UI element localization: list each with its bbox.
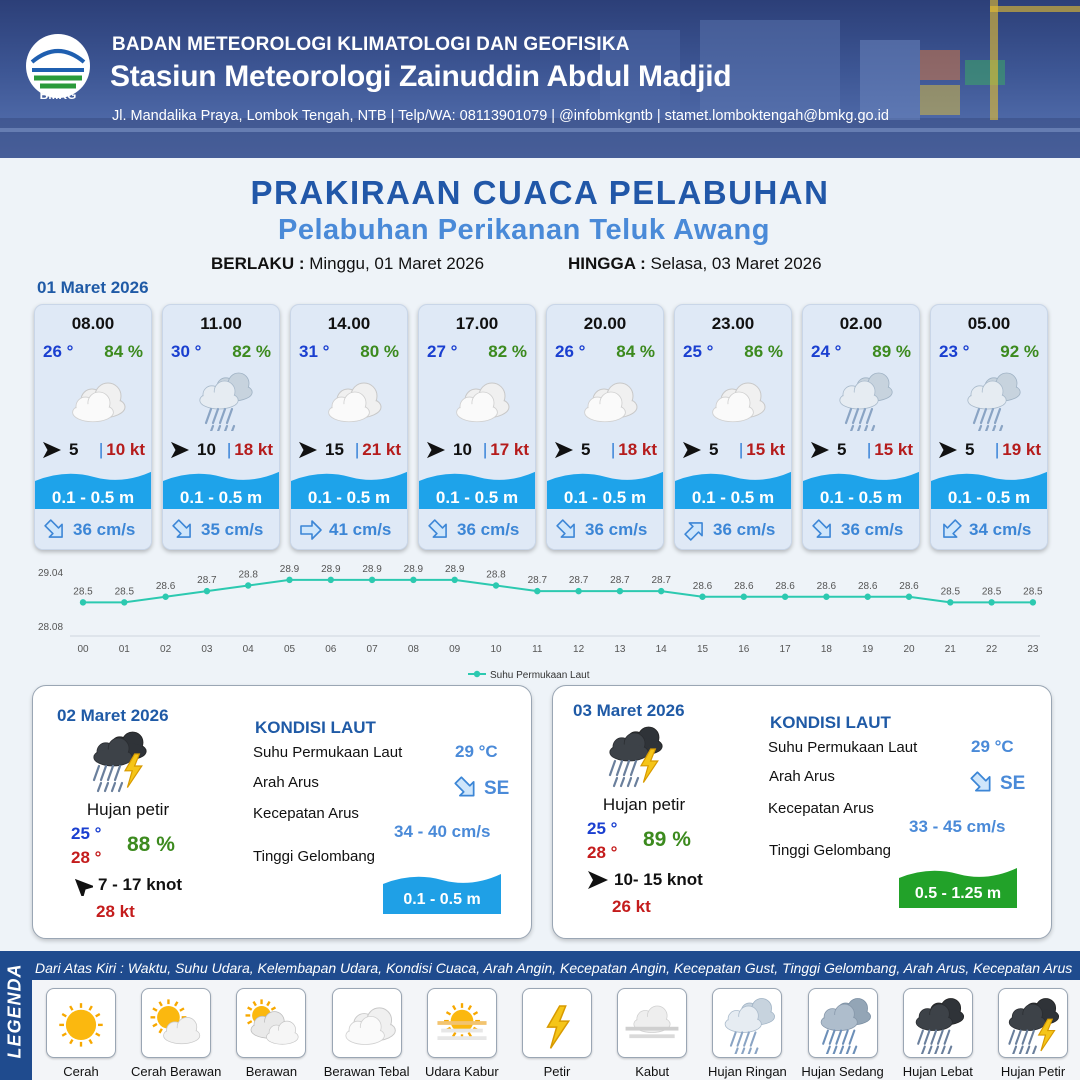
data-point — [782, 594, 788, 600]
card-gust-value: 18 kt — [618, 440, 657, 459]
day2-gust: 28 kt — [96, 902, 135, 921]
data-point — [617, 588, 623, 594]
card-wave-height: 0.1 - 0.5 m — [563, 488, 647, 507]
card-wind-speed: 10 — [197, 440, 216, 459]
card-temperature: 23 ° — [939, 342, 970, 361]
day2-current-dir-label: Arah Arus — [253, 774, 319, 791]
x-tick-label: 18 — [820, 644, 832, 655]
data-point — [410, 577, 416, 583]
day2-sea-heading: KONDISI LAUT — [255, 718, 376, 737]
thunderstorm-icon — [599, 721, 681, 793]
valid-from-label: BERLAKU : — [211, 254, 305, 273]
data-point — [865, 594, 871, 600]
card-gust: | 17 kt — [482, 440, 529, 459]
card-wave-height: 0.1 - 0.5 m — [819, 488, 903, 507]
card-gust: | 10 kt — [98, 440, 145, 459]
thunderstorm-icon — [83, 726, 165, 798]
card-wave-height: 0.1 - 0.5 m — [947, 488, 1031, 507]
wind-direction-arrow-icon — [41, 441, 63, 459]
day3-date: 03 Maret 2026 — [573, 701, 685, 720]
card-time: 08.00 — [71, 314, 115, 333]
data-label: 28.5 — [940, 586, 961, 598]
card-current-speed: 36 cm/s — [713, 520, 776, 539]
card-wave-height: 0.1 - 0.5 m — [691, 488, 775, 507]
card-humidity: 86 % — [744, 342, 783, 361]
card-current-speed: 41 cm/s — [329, 520, 392, 539]
card-current-speed: 36 cm/s — [841, 520, 904, 539]
forecast-card-0200 — [802, 304, 920, 550]
day2-date: 02 Maret 2026 — [57, 706, 169, 725]
forecast-card-1400 — [290, 304, 408, 550]
legend-title: LEGENDA — [4, 963, 25, 1059]
berawan-tebal-icon — [333, 992, 401, 1054]
data-point — [947, 599, 953, 605]
card-wave-height: 0.1 - 0.5 m — [51, 488, 135, 507]
legend-series-name: Suhu Permukaan Laut — [490, 670, 590, 681]
day3-condition: Hujan petir — [602, 795, 686, 814]
valid-from-value: Minggu, 01 Maret 2026 — [309, 254, 485, 273]
card-humidity: 82 % — [232, 342, 271, 361]
card-humidity: 84 % — [616, 342, 655, 361]
data-label: 28.7 — [197, 575, 217, 587]
day2-max-temp: 28 ° — [71, 848, 102, 867]
data-label: 28.5 — [981, 586, 1002, 598]
card-current-speed: 36 cm/s — [457, 520, 520, 539]
card-humidity: 80 % — [360, 342, 399, 361]
legend-label: Hujan Lebat — [902, 1064, 973, 1079]
forecast-card-2000 — [546, 304, 664, 550]
data-label: 28.7 — [568, 575, 589, 587]
x-tick-label: 03 — [201, 644, 213, 655]
valid-to-value: Selasa, 03 Maret 2026 — [650, 254, 822, 273]
card-gust: | 15 kt — [866, 440, 913, 459]
legend-label: Udara Kabur — [424, 1064, 499, 1079]
current-direction-arrow-icon — [453, 776, 479, 800]
legend-label: Cerah Berawan — [131, 1064, 222, 1079]
data-point — [452, 577, 458, 583]
data-label: 28.7 — [527, 575, 548, 587]
day3-current-speed-value: 33 - 45 cm/s — [909, 817, 1006, 836]
day2-min-temp: 25 ° — [71, 824, 102, 843]
legend-label: Kabut — [635, 1064, 670, 1079]
x-tick-label: 23 — [1027, 644, 1039, 655]
y-tick-label: 29.04 — [38, 568, 64, 579]
card-time: 05.00 — [967, 314, 1011, 333]
card-wave-height: 0.1 - 0.5 m — [307, 488, 391, 507]
card-current-speed: 35 cm/s — [201, 520, 264, 539]
current-direction-arrow-icon — [427, 519, 451, 541]
x-tick-label: 07 — [366, 644, 378, 655]
card-wind-speed: 5 — [709, 440, 719, 459]
day2-sst-label: Suhu Permukaan Laut — [253, 744, 403, 761]
card-temperature: 30 ° — [171, 342, 202, 361]
day2-current-dir-value: SE — [484, 778, 510, 799]
card-time: 17.00 — [455, 314, 499, 333]
data-point — [369, 577, 375, 583]
data-point — [286, 577, 292, 583]
legend-label: Berawan — [245, 1064, 298, 1079]
legend-hujan-ringan — [712, 988, 782, 1058]
card-current-speed: 36 cm/s — [73, 520, 136, 539]
x-tick-label: 09 — [449, 644, 461, 655]
card-gust-value: 17 kt — [490, 440, 529, 459]
x-tick-label: 00 — [77, 644, 89, 655]
berawan-tebal-icon — [59, 367, 131, 431]
data-point — [121, 599, 127, 605]
card-wind-speed: 5 — [837, 440, 847, 459]
card-gust: | 19 kt — [994, 440, 1041, 459]
day2-forecast-box — [32, 685, 532, 939]
day3-current-speed-label: Kecepatan Arus — [768, 800, 874, 817]
cerah-icon — [47, 992, 115, 1054]
day3-sst-label: Suhu Permukaan Laut — [768, 739, 918, 756]
day3-wave-label: Tinggi Gelombang — [769, 842, 892, 859]
data-label: 28.6 — [816, 580, 837, 592]
petir-icon — [523, 992, 591, 1054]
data-label: 28.8 — [486, 569, 506, 581]
data-label: 28.5 — [73, 586, 93, 598]
data-label: 28.6 — [775, 580, 795, 592]
card-gust-value: 15 kt — [874, 440, 913, 459]
valid-from — [211, 254, 484, 274]
data-label: 28.6 — [899, 580, 919, 592]
data-point — [823, 594, 829, 600]
card-current-speed: 36 cm/s — [585, 520, 648, 539]
berawan-tebal-icon — [699, 367, 771, 431]
day3-humidity: 89 % — [643, 828, 691, 851]
hujan-petir-icon — [999, 992, 1067, 1054]
day3-max-temp: 28 ° — [587, 843, 618, 862]
data-point — [988, 599, 994, 605]
data-label: 28.9 — [321, 563, 341, 575]
day3-sst-value: 29 °C — [971, 737, 1014, 756]
x-tick-label: 13 — [614, 644, 626, 655]
day3-current-dir-label: Arah Arus — [769, 768, 835, 785]
wind-direction-arrow-icon — [587, 870, 609, 890]
station-name: Stasiun Meteorologi Zainuddin Abdul Madjid — [110, 60, 732, 93]
legend-petir — [522, 988, 592, 1058]
data-label: 28.6 — [692, 580, 713, 592]
current-direction-arrow-icon — [811, 519, 835, 541]
wind-direction-arrow-icon — [809, 441, 831, 459]
day2-wind-speed: 7 - 17 knot — [98, 875, 183, 894]
x-tick-label: 16 — [738, 644, 750, 655]
y-tick-label: 28.08 — [38, 622, 64, 633]
x-tick-label: 04 — [242, 644, 254, 655]
data-point — [658, 588, 664, 594]
data-label: 28.5 — [114, 586, 135, 598]
data-point — [80, 599, 86, 605]
day2-wave-value: 0.1 - 0.5 m — [403, 891, 481, 908]
logo-label: BMKG — [39, 88, 77, 102]
card-temperature: 24 ° — [811, 342, 842, 361]
x-tick-label: 02 — [160, 644, 172, 655]
hujan-ringan-icon — [955, 367, 1027, 431]
card-time: 02.00 — [839, 314, 883, 333]
legend-side-label — [0, 951, 30, 1080]
legend-description: Dari Atas Kiri : Waktu, Suhu Udara, Kelembapan Udara, Kondisi Cuaca, Arah Angin, Kecepatan Angin, Kecepatan Gust, Tinggi Gelombang, Arah Arus, Kecepatan Arus — [35, 960, 1073, 976]
legend-hujan-petir — [998, 988, 1068, 1058]
x-tick-label: 12 — [573, 644, 585, 655]
card-wind-speed: 5 — [581, 440, 591, 459]
wind-direction-arrow-icon — [425, 441, 447, 459]
card-gust-value: 21 kt — [362, 440, 401, 459]
contact-address: Jl. Mandalika Praya, Lombok Tengah, NTB | Telp/WA: 08113901079 | @infobmkgntb | stamet.lomboktengah@bmkg.go.id — [112, 108, 889, 124]
data-label: 28.6 — [155, 580, 176, 592]
data-label: 28.7 — [651, 575, 671, 587]
hujan-ringan-icon — [827, 367, 899, 431]
data-label: 28.6 — [857, 580, 878, 592]
card-gust-value: 19 kt — [1002, 440, 1041, 459]
data-label: 28.6 — [734, 580, 754, 592]
day2-sst-value: 29 °C — [455, 742, 498, 761]
wind-direction-arrow-icon — [297, 441, 319, 459]
legend-kabut — [617, 988, 687, 1058]
card-current-speed: 34 cm/s — [969, 520, 1032, 539]
data-point — [493, 582, 499, 588]
current-direction-arrow-icon — [43, 519, 67, 541]
card-humidity: 82 % — [488, 342, 527, 361]
sea-surface-temperature-chart — [0, 560, 1080, 684]
card-temperature: 26 ° — [555, 342, 586, 361]
berawan-tebal-icon — [571, 367, 643, 431]
legend-swatch-dot — [474, 671, 480, 677]
card-temperature: 26 ° — [43, 342, 74, 361]
data-label: 28.7 — [610, 575, 630, 587]
card-gust-value: 15 kt — [746, 440, 785, 459]
current-direction-arrow-icon — [683, 519, 707, 541]
valid-to — [568, 254, 822, 274]
card-time: 14.00 — [327, 314, 371, 333]
x-tick-label: 20 — [903, 644, 915, 655]
card-gust: | 21 kt — [354, 440, 401, 459]
x-tick-label: 22 — [986, 644, 998, 655]
card-humidity: 89 % — [872, 342, 911, 361]
data-label: 28.5 — [1023, 586, 1043, 598]
card-humidity: 92 % — [1000, 342, 1039, 361]
page-title: PRAKIRAAN CUACA PELABUHAN — [250, 174, 830, 211]
x-tick-label: 08 — [407, 644, 419, 655]
data-label: 28.9 — [444, 563, 465, 575]
card-humidity: 84 % — [104, 342, 143, 361]
data-point — [328, 577, 334, 583]
data-point — [245, 582, 251, 588]
data-label: 28.8 — [238, 569, 258, 581]
forecast-card-2300 — [674, 304, 792, 550]
card-wave-height: 0.1 - 0.5 m — [435, 488, 519, 507]
card-time: 20.00 — [583, 314, 627, 333]
hujan-ringan-icon — [187, 367, 259, 431]
day2-wave-label: Tinggi Gelombang — [253, 848, 376, 865]
card-gust: | 18 kt — [610, 440, 657, 459]
berawan-tebal-icon — [443, 367, 515, 431]
day3-wave-value: 0.5 - 1.25 m — [914, 885, 1002, 902]
data-label: 28.9 — [362, 563, 382, 575]
card-time: 23.00 — [711, 314, 755, 333]
cerah-berawan-icon — [142, 992, 210, 1054]
berawan-tebal-icon — [315, 367, 387, 431]
legend-berawan — [236, 988, 306, 1058]
card-gust: | 18 kt — [226, 440, 273, 459]
current-direction-arrow-icon — [299, 519, 323, 541]
card-wind-speed: 15 — [325, 440, 344, 459]
data-point — [162, 594, 168, 600]
legend-cerah-berawan — [141, 988, 211, 1058]
card-wave-height: 0.1 - 0.5 m — [179, 488, 263, 507]
x-tick-label: 14 — [655, 644, 667, 655]
x-tick-label: 21 — [944, 644, 956, 655]
day3-gust: 26 kt — [612, 897, 651, 916]
forecast-card-0800 — [34, 304, 152, 550]
data-point — [1030, 599, 1036, 605]
x-tick-label: 19 — [862, 644, 874, 655]
hujan-sedang-icon — [809, 992, 877, 1054]
legend-berawan-tebal — [332, 988, 402, 1058]
kabut-icon — [618, 992, 686, 1054]
x-tick-label: 01 — [118, 644, 130, 655]
day2-humidity: 88 % — [127, 833, 175, 856]
day2-condition: Hujan petir — [86, 800, 170, 819]
series-line — [83, 580, 1033, 603]
card-gust: | 15 kt — [738, 440, 785, 459]
day3-wind-speed: 10- 15 knot — [614, 870, 703, 889]
legend-label: Hujan Sedang — [801, 1064, 884, 1079]
legend-label: Berawan Tebal — [323, 1064, 410, 1079]
organization-name: BADAN METEOROLOGI KLIMATOLOGI DAN GEOFISIKA — [112, 34, 630, 55]
wind-direction-arrow-icon — [169, 441, 191, 459]
x-tick-label: 11 — [532, 644, 543, 655]
data-point — [204, 588, 210, 594]
day2-current-speed-value: 34 - 40 cm/s — [394, 822, 491, 841]
card-wind-speed: 5 — [69, 440, 79, 459]
day3-sea-heading: KONDISI LAUT — [770, 713, 891, 732]
wind-direction-arrow-icon — [553, 441, 575, 459]
x-tick-label: 10 — [490, 644, 502, 655]
card-wind-speed: 5 — [965, 440, 975, 459]
data-point — [575, 588, 581, 594]
data-label: 28.9 — [279, 563, 300, 575]
valid-to-label: HINGGA : — [568, 254, 646, 273]
forecast-card-0500 — [930, 304, 1048, 550]
legend-hujan-lebat — [903, 988, 973, 1058]
day3-min-temp: 25 ° — [587, 819, 618, 838]
legend-label: Hujan Ringan — [708, 1064, 787, 1079]
legend-label: Petir — [543, 1064, 571, 1079]
hujan-ringan-icon — [713, 992, 781, 1054]
data-label: 28.9 — [403, 563, 424, 575]
legend-hujan-sedang — [808, 988, 878, 1058]
x-tick-label: 05 — [283, 644, 296, 655]
day2-current-speed-label: Kecepatan Arus — [253, 805, 359, 822]
data-point — [906, 594, 912, 600]
card-temperature: 31 ° — [299, 342, 330, 361]
legend-label: Hujan Petir — [1000, 1064, 1066, 1079]
legend-cerah — [46, 988, 116, 1058]
x-tick-label: 15 — [696, 644, 709, 655]
udara-kabur-icon — [428, 992, 496, 1054]
card-time: 11.00 — [200, 314, 242, 333]
header-banner — [0, 0, 1080, 158]
page-subtitle: Pelabuhan Perikanan Teluk Awang — [278, 214, 770, 246]
x-tick-label: 17 — [779, 644, 791, 655]
current-direction-arrow-icon — [939, 519, 963, 541]
wind-direction-arrow-icon — [71, 876, 93, 896]
card-temperature: 27 ° — [427, 342, 458, 361]
legend-label: Cerah — [63, 1064, 99, 1079]
card-gust-value: 18 kt — [234, 440, 273, 459]
day3-forecast-box — [552, 685, 1052, 939]
wind-direction-arrow-icon — [937, 441, 959, 459]
wind-direction-arrow-icon — [681, 441, 703, 459]
day3-current-dir-value: SE — [1000, 773, 1026, 794]
card-wind-speed: 10 — [453, 440, 472, 459]
forecast-card-1700 — [418, 304, 536, 550]
card-temperature: 25 ° — [683, 342, 714, 361]
forecast-card-1100 — [162, 304, 280, 550]
berawan-icon — [237, 992, 305, 1054]
data-point — [534, 588, 540, 594]
hujan-lebat-icon — [904, 992, 972, 1054]
current-direction-arrow-icon — [555, 519, 579, 541]
legend-udara-kabur — [427, 988, 497, 1058]
current-direction-arrow-icon — [969, 771, 995, 795]
current-direction-arrow-icon — [171, 519, 195, 541]
card-gust-value: 10 kt — [106, 440, 145, 459]
day1-date: 01 Maret 2026 — [37, 278, 149, 297]
data-point — [741, 594, 747, 600]
data-point — [699, 594, 705, 600]
x-tick-label: 06 — [325, 644, 337, 655]
